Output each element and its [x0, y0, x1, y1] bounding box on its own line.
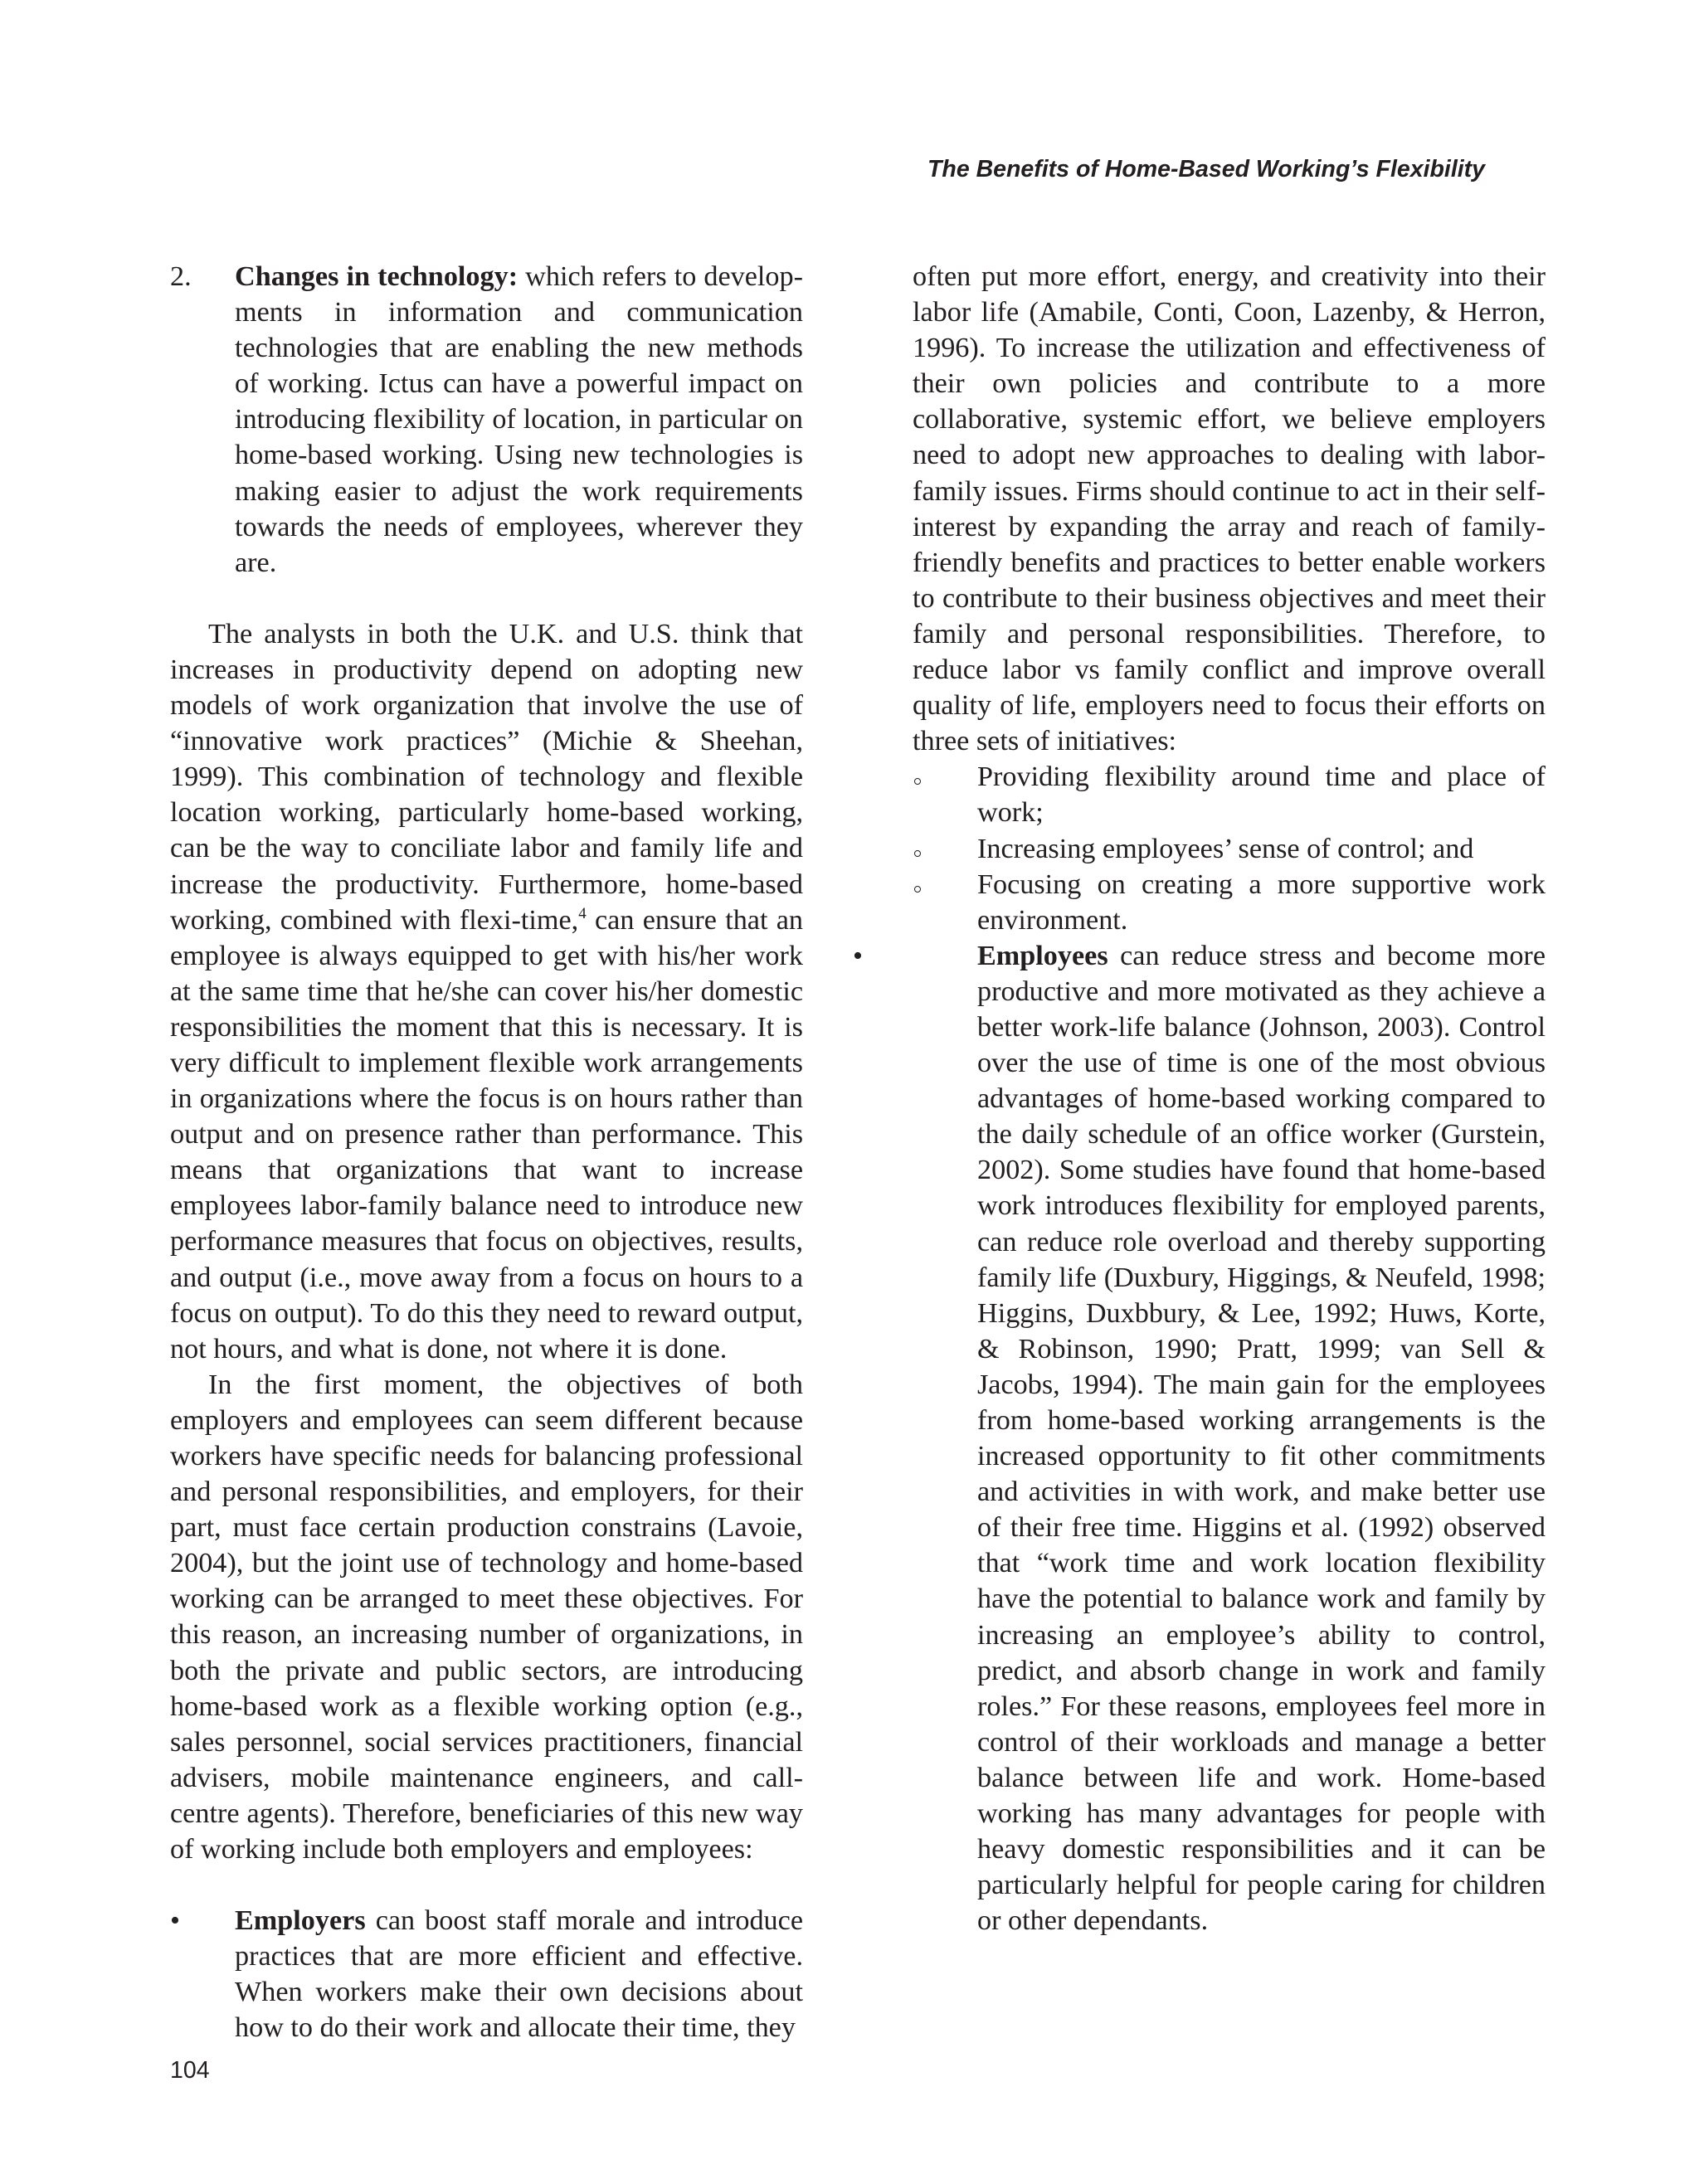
- bullet-term: Employees: [977, 940, 1108, 971]
- paragraph-first-moment: In the first moment, the objectives of both employers and employees can seem different because workers have specific needs for balancing professional and personal responsibilities, and employers, for their part, must face certain production constrains (Lavoie, 2004), but the joint use of technology and home-based working can be arranged to meet these objectives. For this reason, an increasing number of organizations, in both the private and public sectors, are introducing home-based work as a flexible working option (e.g., sales personnel, social services practitioners, financial advisers, mobile maintenance engineers, and call-centre agents). Therefore, beneficiaries of this new way of working include both employers and employees:: [170, 1369, 803, 1865]
- initiative-item: [913, 867, 1546, 938]
- bullet-term: Employers: [235, 1905, 366, 1937]
- running-head-title: The Benefits of Home-Based Working’s Flexibility: [927, 156, 1485, 182]
- page-number: 104: [170, 2057, 210, 2084]
- numbered-item-changes-in-technology: [170, 259, 803, 581]
- bullet-mark: •: [853, 940, 863, 971]
- item-text: which refers to developments in information and communication technologies that are enabling the new methods of working. Ictus can have a powerful impact on introducing flexibility of location, in particular on home-based working. Using new technologies is making easier to adjust the work requirements towards the needs of employees, wherever they are.: [235, 261, 803, 578]
- initiative-item: [913, 759, 1546, 830]
- bullet-text: can boost staff morale and introduce practices that are more efficient and effective. When workers make their own decisions about how to do their work and allocate their time, they: [235, 1905, 803, 2044]
- paragraph-gap: [170, 1867, 803, 1903]
- bullet-mark: •: [170, 1905, 180, 1937]
- initiative-text: Focusing on creating a more supportive work environment.: [977, 868, 1546, 936]
- paragraph-employers-continued: often put more effort, energy, and creativity into their labor life (Amabile, Conti, Coon, Lazenby, & Herron, 1996). To increase the utilization and effectiveness of their own policies and contribute to a more collaborative, systemic effort, we believe employers need to adopt new approaches to dealing with labor-family issues. Firms should continue to act in their self-interest by expanding the array and reach of family-friendly benefits and practices to better enable workers to contribute to their business objectives and meet their family and personal responsibilities. Therefore, to reduce labor vs family conflict and improve overall quality of life, employers need to focus their efforts on three sets of initiatives:: [913, 261, 1546, 757]
- circle-bullet-icon: [914, 850, 921, 857]
- initiative-item: [913, 831, 1546, 867]
- circle-bullet-icon: [914, 886, 921, 893]
- initiative-text: Providing flexibility around time and place of work;: [977, 761, 1546, 829]
- item-term: Changes in technology:: [235, 261, 518, 292]
- paragraph-text-part-a: The analysts in both the U.K. and U.S. think that increases in productivity depend on adopting new models of work organization that involve the use of “innovative work practices” (Michie & Sheehan, 1999). This combination of technology and flexible location working, particularly home-based working, can be the way to conciliate labor and family life and increase the productivity. Furthermore, home-based working, combined with flexi-time,: [170, 618, 803, 936]
- bullet-employers: [170, 1903, 803, 2045]
- paragraph-gap: [170, 581, 803, 616]
- initiative-text: Increasing employees’ sense of control; and: [977, 833, 1474, 864]
- bullet-employees: [853, 938, 1546, 1939]
- paragraph-text-part-b: can ensure that an employee is always equipped to get with his/her work at the same time that he/she can cover his/her domestic responsibilities the moment that this is necessary. It is very difficult to implement flexible work arrangements in organizations where the focus is on hours rather than output and on presence rather than performance. This means that organizations that want to increase employees labor-family balance need to introduce new performance measures that focus on objectives, results, and output (i.e., move away from a focus on hours to a focus on output). To do this they need to reward output, not hours, and what is done, not where it is done.: [170, 904, 803, 1364]
- item-number: 2.: [170, 261, 192, 292]
- left-column: [170, 259, 803, 2046]
- circle-bullet-icon: [914, 778, 921, 785]
- right-column: [853, 259, 1546, 1938]
- paragraph-analysts: [170, 616, 803, 1367]
- bullet-text: can reduce stress and become more productive and more motivated as they achieve a better work-life balance (Johnson, 2003). Control over the use of time is one of the most obvious advantages of home-based working compared to the daily schedule of an office worker (Gurstein, 2002). Some studies have found that home-based work introduces flexibility for employed parents, can reduce role overload and thereby supporting family life (Duxbury, Higgings, & Neufeld, 1998; Higgins, Duxbbury, & Lee, 1992; Huws, Korte, & Robinson, 1990; Pratt, 1999; van Sell & Jacobs, 1994). The main gain for the employees from home-based working arrangements is the increased opportunity to fit other commitments and activities in with work, and make better use of their free time. Higgins et al. (1992) observed that “work time and work location flexibility have the potential to balance work and family by increasing an employee’s ability to control, predict, and absorb change in work and family roles.” For these reasons, employees feel more in control of their workloads and manage a better balance between life and work. Home-based working has many advantages for people with heavy domestic responsibilities and it can be particularly helpful for people caring for children or other dependants.: [977, 940, 1546, 1937]
- footnote-marker[interactable]: 4: [578, 904, 587, 922]
